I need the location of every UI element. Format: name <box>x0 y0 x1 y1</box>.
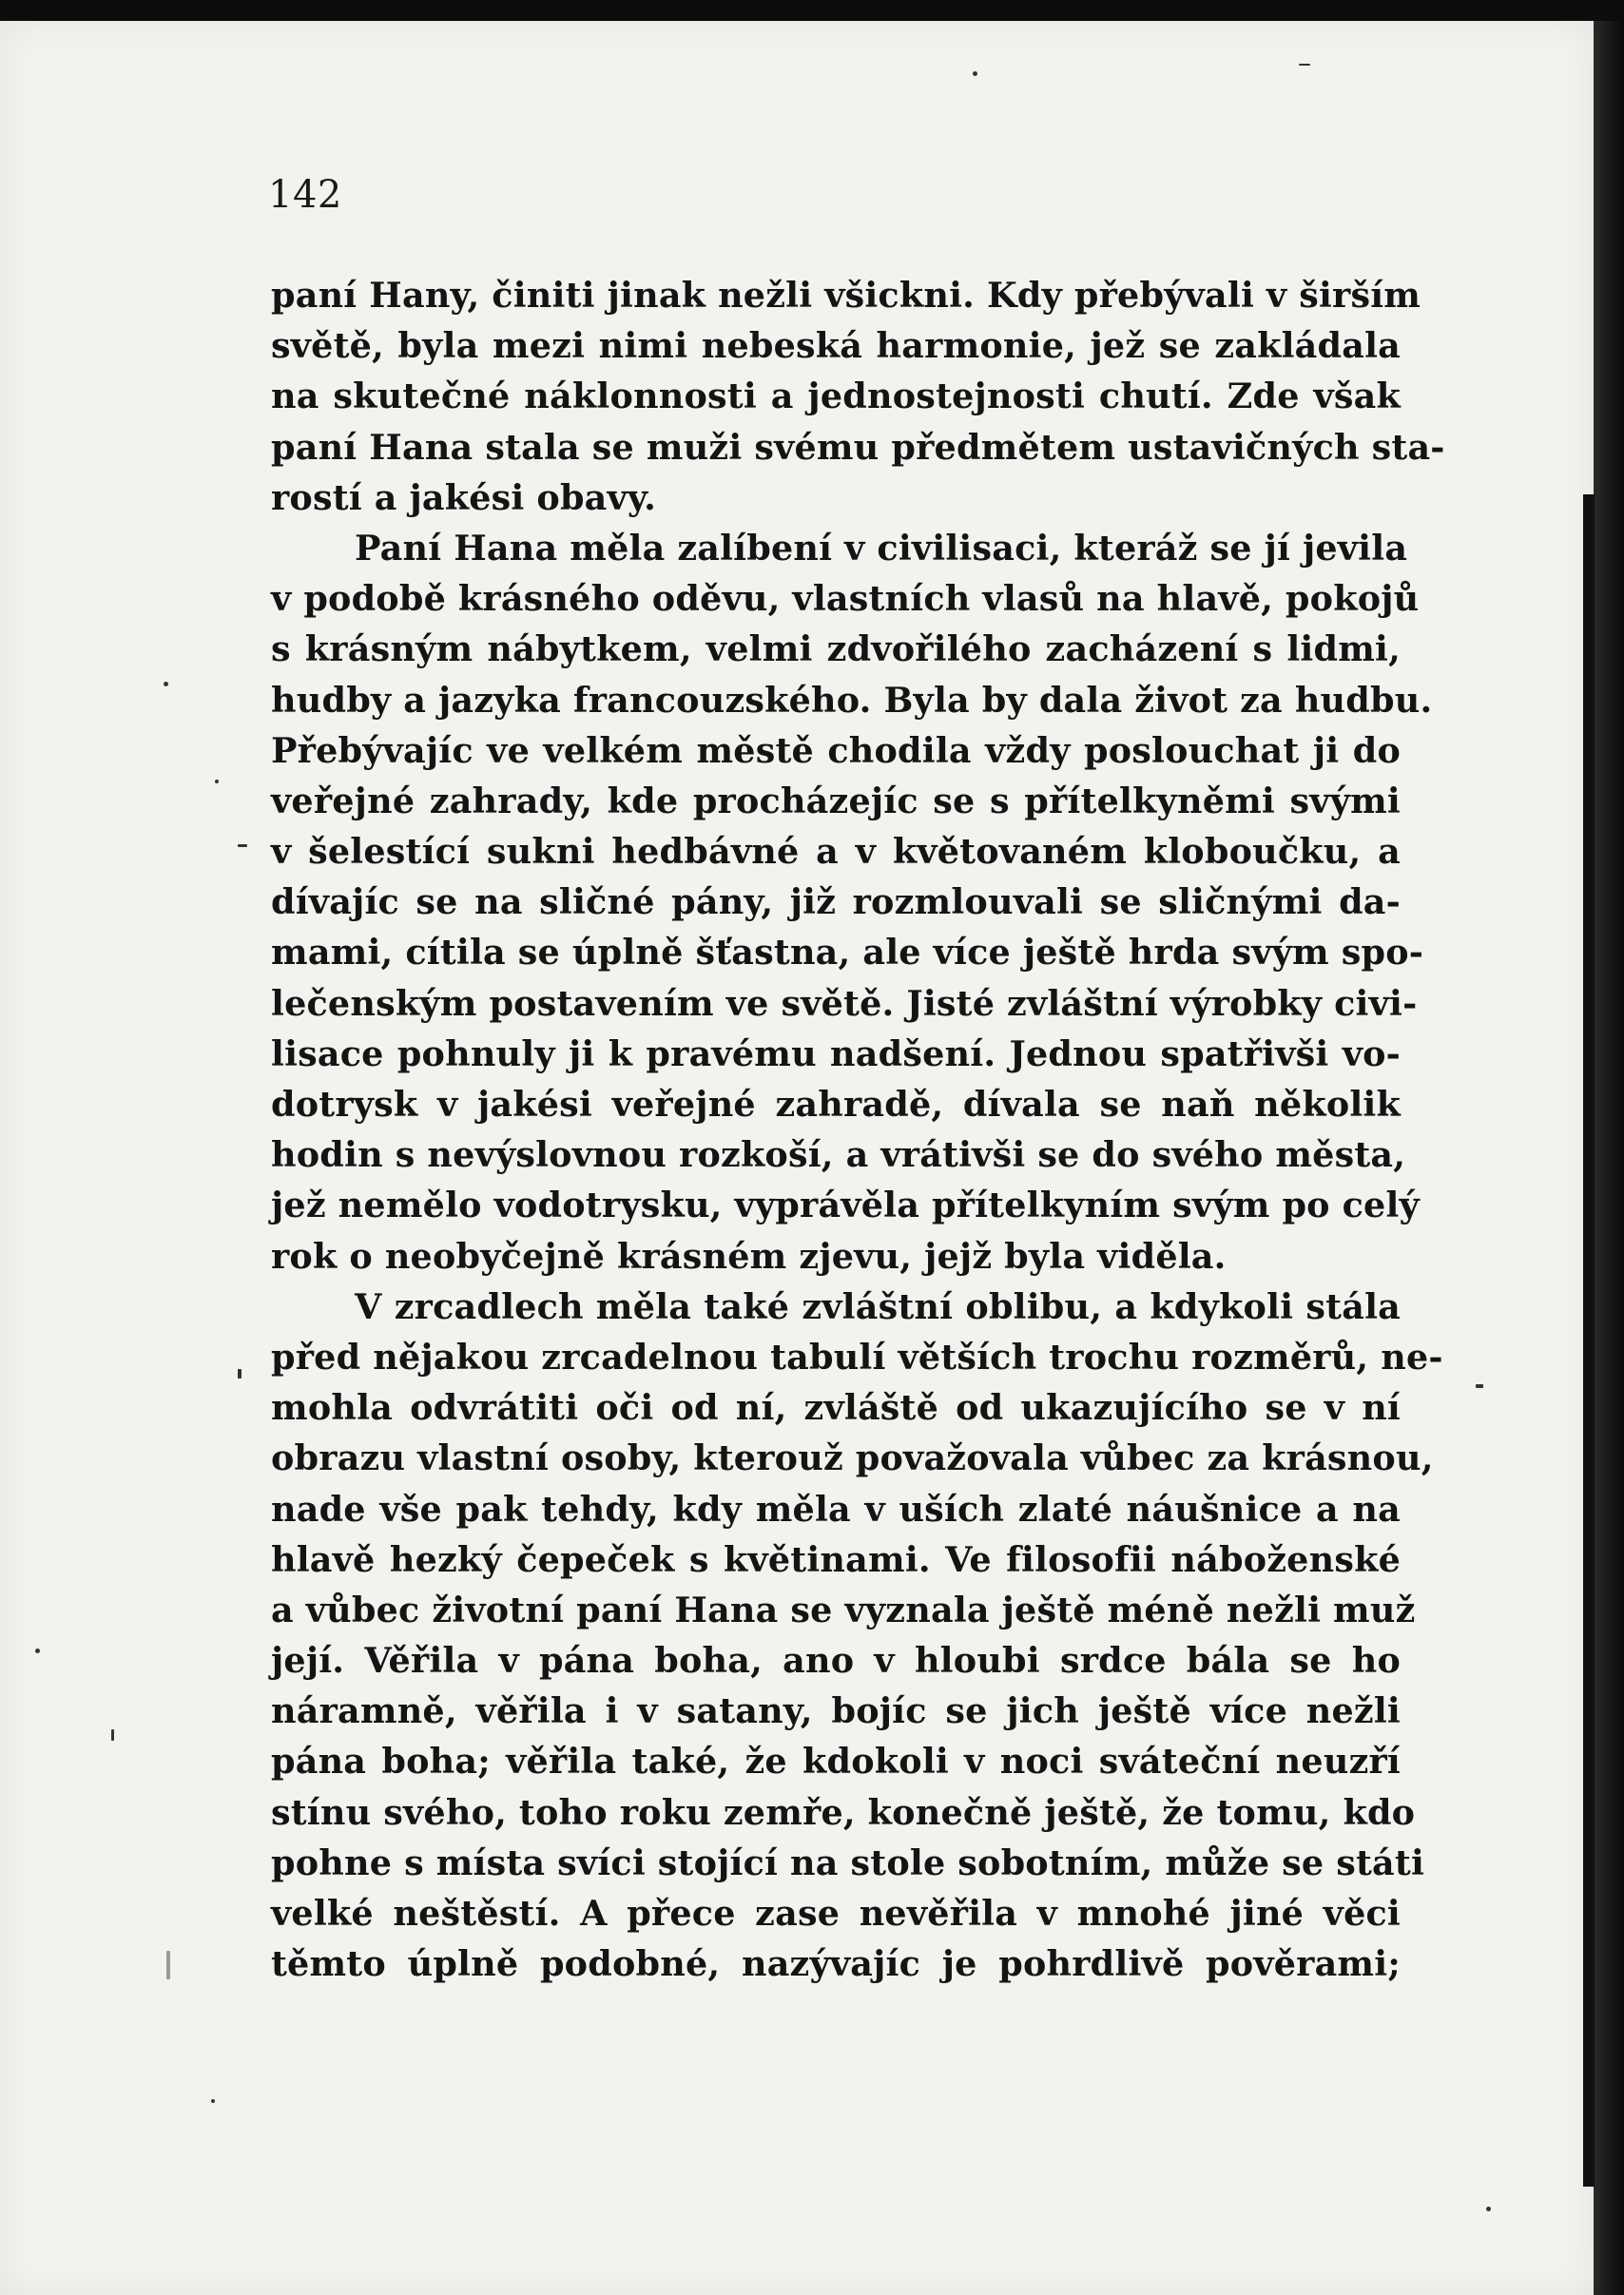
scan-speck <box>211 2099 215 2103</box>
text-line: lečenským postavením ve světě. Jisté zvláštní výrobky civi- <box>271 982 1418 1024</box>
text-line: rostí a jakési obavy. <box>271 476 657 518</box>
scan-speck <box>1299 64 1310 66</box>
text-line: paní Hana stala se muži svému předmětem ustavičných sta- <box>271 426 1445 468</box>
text-line: hodin s nevýslovnou rozkoší, a vrátivši se do svého města, <box>271 1134 1406 1176</box>
text-line: mami, cítila se úplně šťastna, ale více ještě hrda svým spo- <box>271 932 1424 974</box>
text-line: obrazu vlastní osoby, kterouž považovala vůbec za krásnou, <box>271 1437 1434 1479</box>
text-line: na skutečné náklonnosti a jednostejnosti chutí. Zde však <box>271 376 1401 417</box>
scan-speck <box>1486 2207 1491 2211</box>
text-line: dívajíc se na sličné pány, již rozmlouvali se sličnými da- <box>271 881 1401 923</box>
scan-speck <box>111 1729 114 1741</box>
text-line: velké neštěstí. A přece zase nevěřila v mnohé jiné věci <box>271 1893 1401 1934</box>
text-line: její. Věřila v pána boha, ano v hloubi srdce bála se ho <box>271 1640 1401 1682</box>
text-line: jež nemělo vodotrysku, vyprávěla přítelkyním svým po celý <box>271 1185 1420 1226</box>
text-line: před nějakou zrcadelnou tabulí větších trochu rozměrů, ne- <box>271 1336 1443 1378</box>
text-line: a vůbec životní paní Hana se vyznala ještě méně nežli muž <box>271 1589 1416 1630</box>
text-line: s krásným nábytkem, velmi zdvořilého zacházení s lidmi, <box>271 628 1401 670</box>
text-line: světě, byla mezi nimi nebeská harmonie, jež se zakládala <box>271 325 1401 367</box>
text-line: pána boha; věřila také, že kdokoli v noci sváteční neuzří <box>271 1741 1401 1783</box>
text-line: těmto úplně podobné, nazývajíc je pohrdlivě pověrami; <box>271 1943 1401 1985</box>
page-edge-shadow <box>1594 21 1624 2295</box>
text-line: náramně, věřila i v satany, bojíc se jich ještě více nežli <box>271 1690 1401 1732</box>
text-line: lisace pohnuly ji k pravému nadšení. Jednou spatřivši vo- <box>271 1032 1401 1074</box>
text-line: hlavě hezký čepeček s květinami. Ve filosofii náboženské <box>271 1538 1401 1580</box>
scan-speck <box>238 844 247 847</box>
scan-speck <box>1476 1384 1483 1388</box>
scan-speck <box>973 71 977 76</box>
text-line: Přebývajíc ve velkém městě chodila vždy poslouchat ji do <box>271 729 1401 771</box>
book-page <box>0 21 1594 2295</box>
text-line: dotrysk v jakési veřejné zahradě, dívala se naň několik <box>271 1084 1401 1125</box>
scan-speck <box>238 1369 242 1379</box>
text-line: nade vše pak tehdy, kdy měla v uších zlaté náušnice a na <box>271 1488 1401 1530</box>
page-number: 142 <box>268 173 342 217</box>
text-line: hudby a jazyka francouzského. Byla by dala život za hudbu. <box>271 679 1433 721</box>
text-line: mohla odvrátiti oči od ní, zvláště od ukazujícího se v ní <box>271 1387 1401 1429</box>
paragraph-start: V zrcadlech měla také zvláštní oblibu, a kdykoli stála <box>355 1285 1401 1327</box>
scan-speck <box>164 682 168 686</box>
scan-speck <box>166 1951 170 1979</box>
paragraph-start: Paní Hana měla zalíbení v civilisaci, kteráž se jí jevila <box>355 527 1408 569</box>
text-line: veřejné zahrady, kde procházejíc se s přítelkyněmi svými <box>271 780 1401 821</box>
binding-edge <box>1583 494 1595 2187</box>
text-line: v podobě krásného oděvu, vlastních vlasů na hlavě, pokojů <box>271 578 1420 620</box>
text-line: rok o neobyčejně krásném zjevu, jejž byla viděla. <box>271 1235 1227 1277</box>
scan-speck <box>35 1649 40 1653</box>
text-line: paní Hany, činiti jinak nežli všickni. Kdy přebývali v širším <box>271 275 1421 316</box>
scan-speck <box>215 780 219 783</box>
text-line: stínu svého, toho roku zemře, konečně ještě, že tomu, kdo <box>271 1791 1416 1833</box>
text-line: pohne s místa svíci stojící na stole sobotním, může se státi <box>271 1842 1425 1883</box>
body-text <box>271 270 1445 1989</box>
text-line: v šelestící sukni hedbávné a v květovaném kloboučku, a <box>271 831 1401 873</box>
